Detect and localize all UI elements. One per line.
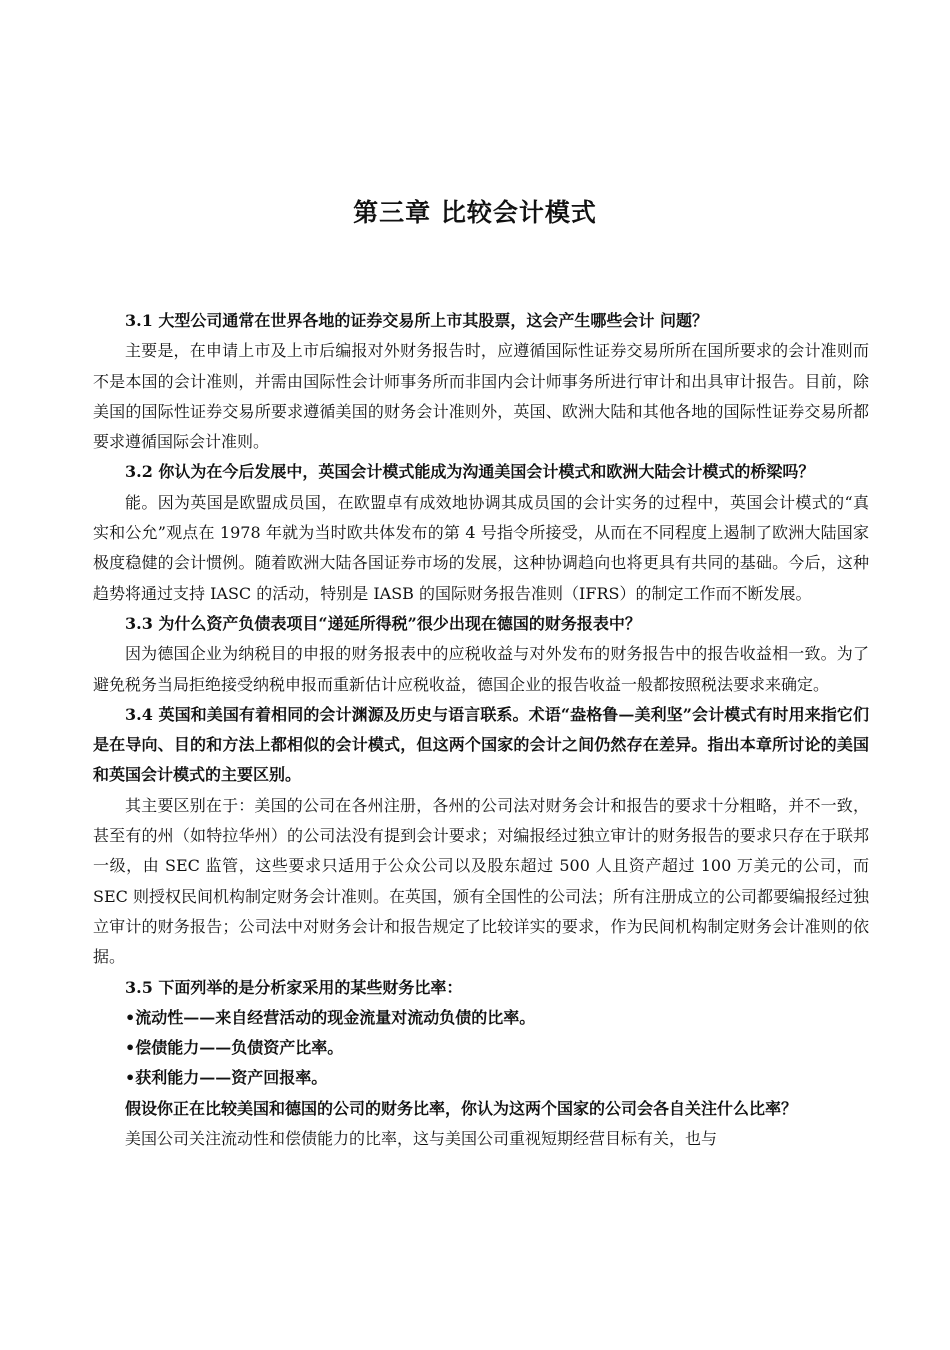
- answer-3-2: 能。因为英国是欧盟成员国，在欧盟卓有成效地协调其成员国的会计实务的过程中，英国会计模式的“真实和公允”观点在 1978 年就为当时欧共体发布的第 4 号指令所接受，从而在不同程度上遏制了欧洲大陆国家极度稳健的会计惯例。随着欧洲大陆各国证券市场的发展，这种协调趋向也将更具有共同的基础。今后，这种趋势将通过支持 IASC 的活动，特别是 IASB 的国际财务报告准则（IFRS）的制定工作而不断发展。: [93, 492, 869, 603]
- ratio-bullet-solvency: •偿债能力——负债资产比率。: [125, 1038, 344, 1058]
- answer-3-4: 其主要区别在于：美国的公司在各州注册，各州的公司法对财务会计和报告的要求十分粗略，并不一致，甚至有的州（如特拉华州）的公司法没有提到会计要求；对编报经过独立审计的财务报告的要求只存在于联邦一级，由 SEC 监管，这些要求只适用于公众公司以及股东超过 500 人且资产超过 100 万美元的公司，而 SEC 则授权民间机构制定财务会计准则。在英国，颁有全国性的公司法；所有注册成立的公司都要编报经过独立审计的财务报告；公司法中对财务会计和报告规定了比较详实的要求，作为民间机构制定财务会计准则的依据。: [93, 795, 869, 967]
- ratio-bullet-profitability: •获利能力——资产回报率。: [125, 1068, 328, 1088]
- ratio-bullet-liquidity: •流动性——来自经营活动的现金流量对流动负债的比率。: [125, 1007, 536, 1027]
- answer-3-1: 主要是，在申请上市及上市后编报对外财务报告时，应遵循国际性证券交易所所在国所要求的会计准则而不是本国的会计准则，并需由国际性会计师事务所而非国内会计师事务所进行审计和出具审计报告。目前，除美国的国际性证券交易所要求遵循美国的财务会计准则外，英国、欧洲大陆和其他各地的国际性证券交易所都要求遵循国际会计准则。: [93, 341, 869, 452]
- question-3-5: 3.5 下面列举的是分析家采用的某些财务比率：: [125, 977, 463, 997]
- question-3-2: 3.2 你认为在今后发展中，英国会计模式能成为沟通美国会计模式和欧洲大陆会计模式的桥梁吗？: [125, 462, 815, 482]
- document-body: [93, 306, 869, 1154]
- question-3-1: 3.1 大型公司通常在世界各地的证券交易所上市其股票，这会产生哪些会计 问题？: [125, 311, 708, 330]
- answer-3-5: 美国公司关注流动性和偿债能力的比率，这与美国公司重视短期经营目标有关，也与: [125, 1129, 718, 1149]
- question-3-5-followup: 假设你正在比较美国和德国的公司的财务比率，你认为这两个国家的公司会各自关注什么比率？: [125, 1098, 798, 1118]
- question-3-4: 3.4 英国和美国有着相同的会计渊源及历史与语言联系。术语“盎格鲁—美利坚”会计模式有时用来指它们是在导向、目的和方法上都相似的会计模式，但这两个国家的会计之间仍然存在差异。指出本章所讨论的美国和英国会计模式的主要区别。: [93, 704, 869, 785]
- question-3-3: 3.3 为什么资产负债表项目“递延所得税”很少出现在德国的财务报表中？: [125, 613, 641, 633]
- chapter-title: 第三章 比较会计模式: [353, 198, 597, 227]
- answer-3-3: 因为德国企业为纳税目的申报的财务报表中的应税收益与对外发布的财务报告中的报告收益相一致。为了避免税务当局拒绝接受纳税申报而重新估计应税收益，德国企业的报告收益一般都按照税法要求来确定。: [93, 644, 869, 694]
